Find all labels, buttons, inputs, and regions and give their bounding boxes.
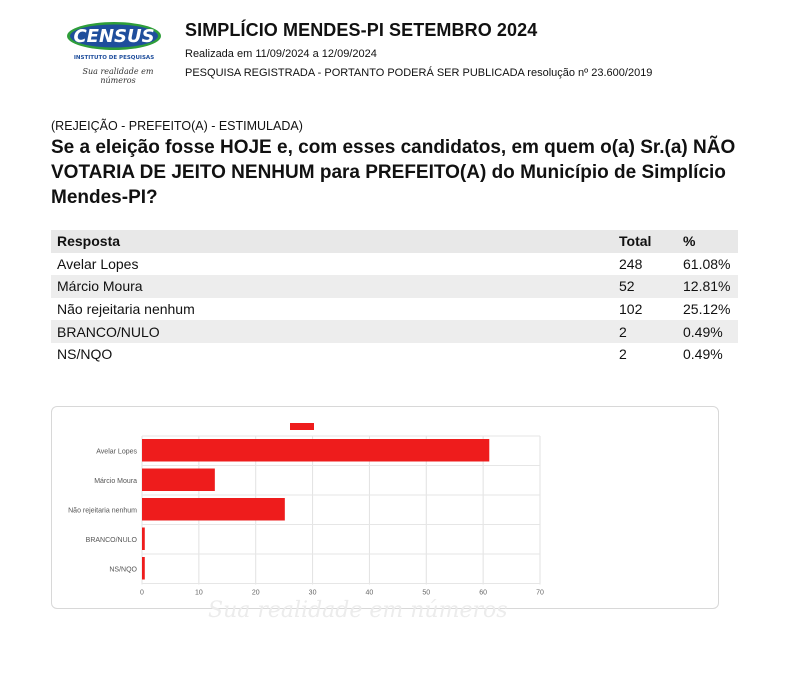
table-row — [51, 253, 738, 276]
header-total: Total — [613, 230, 677, 253]
category-label: Não rejeitaria nenhum — [68, 507, 137, 515]
watermark: Sua realidade em números — [208, 598, 508, 623]
logo-text: CENSUS — [73, 26, 155, 47]
x-tick-label: 30 — [308, 589, 317, 597]
logo-subtext: INSTITUTO DE PESQUISAS — [73, 55, 155, 61]
x-tick-label: 10 — [194, 589, 203, 597]
table-row — [51, 320, 738, 343]
bar — [142, 439, 489, 462]
results-table — [51, 230, 738, 366]
question-text: Se a eleição fosse HOJE e, com esses candidatos, em quem o(a) Sr.(a) NÃO VOTARIA DE JEITO NENHUM para PREFEITO(A) do Município de Simplício Mendes-PI? — [51, 137, 736, 208]
cell-resposta: NS/NQO — [57, 346, 113, 363]
category-label: Márcio Moura — [94, 477, 137, 485]
logo-slogan: Sua realidade em números — [82, 67, 154, 85]
cell-resposta: Não rejeitaria nenhum — [57, 301, 195, 318]
table-row — [51, 343, 738, 366]
header-percent: % — [677, 230, 738, 253]
registration-notice: PESQUISA REGISTRADA - PORTANTO PODERÁ SER PUBLICADA resolução nº 23.600/2019 — [185, 67, 653, 79]
cell-total: 248 — [619, 255, 643, 272]
chart-container — [51, 406, 719, 609]
bar-chart — [52, 407, 718, 608]
cell-percent: 0.49% — [677, 320, 738, 343]
header-resposta: Resposta — [51, 230, 613, 253]
question-tag: (REJEIÇÃO - PREFEITO(A) - ESTIMULADA) — [51, 119, 303, 133]
cell-percent: 25.12% — [683, 301, 731, 318]
x-tick-label: 60 — [479, 589, 488, 597]
cell-total: 2 — [613, 320, 677, 343]
bar — [142, 498, 285, 521]
category-label: Avelar Lopes — [96, 448, 137, 456]
cell-percent: 0.49% — [683, 346, 723, 363]
x-tick-label: 40 — [365, 589, 374, 597]
cell-resposta: BRANCO/NULO — [51, 320, 613, 343]
table-row — [51, 298, 738, 321]
bar — [142, 557, 145, 580]
cell-percent: 12.81% — [677, 275, 738, 298]
x-tick-label: 50 — [422, 589, 431, 597]
table-row — [51, 275, 738, 298]
cell-resposta: Márcio Moura — [51, 275, 613, 298]
bar — [142, 469, 215, 492]
cell-percent: 61.08% — [683, 255, 731, 272]
category-label: BRANCO/NULO — [85, 536, 137, 544]
table-header-row — [51, 230, 738, 253]
cell-total: 102 — [619, 301, 643, 318]
cell-total: 52 — [613, 275, 677, 298]
survey-date-range: Realizada em 11/09/2024 a 12/09/2024 — [185, 48, 377, 60]
cell-resposta: Avelar Lopes — [57, 255, 139, 272]
cell-total: 2 — [619, 346, 627, 363]
legend-swatch — [290, 423, 314, 430]
category-label: NS/NQO — [109, 566, 137, 574]
page-title: SIMPLÍCIO MENDES-PI SETEMBRO 2024 — [185, 20, 538, 40]
bar — [142, 528, 145, 551]
x-tick-label: 70 — [536, 589, 544, 597]
x-tick-label: 0 — [140, 589, 144, 597]
x-tick-label: 20 — [251, 589, 260, 597]
